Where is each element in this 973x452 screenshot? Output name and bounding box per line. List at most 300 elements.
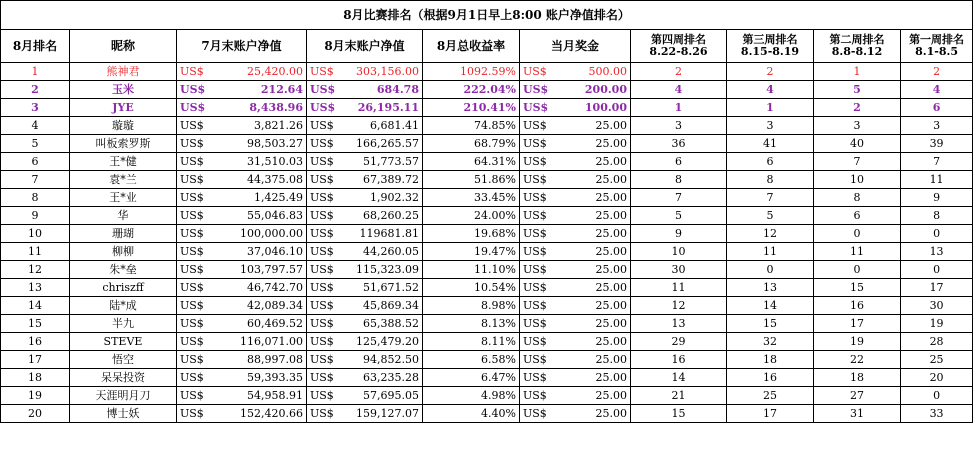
total-return-cell: 4.40% [423, 405, 520, 423]
money-value: 37,046.10 [247, 245, 303, 258]
table-row [1, 63, 973, 81]
week4-rank-cell: 3 [631, 117, 727, 135]
money-value: 166,265.57 [356, 137, 419, 150]
week3-rank-cell: 41 [727, 135, 814, 153]
july-nav-cell [177, 171, 307, 189]
nickname-cell: JYE [70, 99, 177, 117]
currency-label: US$ [180, 299, 204, 312]
currency-label: US$ [310, 101, 336, 114]
july-nav-cell [177, 117, 307, 135]
nickname-cell: 柳柳 [70, 243, 177, 261]
august-nav-cell [307, 333, 423, 351]
rank-cell: 1 [1, 63, 70, 81]
currency-label: US$ [523, 209, 547, 222]
rank-cell: 10 [1, 225, 70, 243]
header-week1: 第一周排名 8.1-8.5 [901, 30, 973, 63]
currency-label: US$ [523, 263, 547, 276]
money-value: 60,469.52 [247, 317, 303, 330]
currency-label: US$ [310, 155, 334, 168]
week1-rank-cell: 19 [901, 315, 973, 333]
week2-rank-cell: 3 [814, 117, 901, 135]
prize-cell [520, 99, 631, 117]
week1-rank-cell: 11 [901, 171, 973, 189]
money-value: 3,821.26 [254, 119, 303, 132]
currency-label: US$ [180, 227, 204, 240]
money-value: 25.00 [595, 191, 627, 204]
august-nav-cell [307, 207, 423, 225]
money-value: 684.78 [376, 83, 419, 96]
currency-label: US$ [180, 137, 204, 150]
rank-cell: 18 [1, 369, 70, 387]
july-nav-cell [177, 405, 307, 423]
week1-rank-cell: 7 [901, 153, 973, 171]
nickname-cell: 叫板索罗斯 [70, 135, 177, 153]
rank-cell: 19 [1, 387, 70, 405]
week3-rank-cell: 5 [727, 207, 814, 225]
august-nav-cell [307, 189, 423, 207]
total-return-cell: 51.86% [423, 171, 520, 189]
july-nav-cell [177, 297, 307, 315]
prize-cell [520, 243, 631, 261]
header-nickname: 昵称 [70, 30, 177, 63]
currency-label: US$ [180, 191, 204, 204]
money-value: 25.00 [595, 317, 627, 330]
table-row [1, 81, 973, 99]
money-value: 25.00 [595, 209, 627, 222]
table-row [1, 351, 973, 369]
week1-rank-cell: 3 [901, 117, 973, 135]
currency-label: US$ [180, 407, 204, 420]
currency-label: US$ [180, 209, 204, 222]
currency-label: US$ [180, 317, 204, 330]
week2-rank-cell: 17 [814, 315, 901, 333]
currency-label: US$ [523, 119, 547, 132]
august-nav-cell [307, 81, 423, 99]
week2-rank-cell: 11 [814, 243, 901, 261]
week2-rank-cell: 6 [814, 207, 901, 225]
week1-rank-cell: 17 [901, 279, 973, 297]
total-return-cell: 33.45% [423, 189, 520, 207]
currency-label: US$ [180, 83, 206, 96]
week2-rank-cell: 2 [814, 99, 901, 117]
august-nav-cell [307, 243, 423, 261]
week3-rank-cell: 6 [727, 153, 814, 171]
august-nav-cell [307, 135, 423, 153]
total-return-cell: 64.31% [423, 153, 520, 171]
money-value: 100.00 [584, 101, 627, 114]
week4-rank-cell: 30 [631, 261, 727, 279]
table-row [1, 333, 973, 351]
currency-label: US$ [310, 353, 334, 366]
rank-cell: 17 [1, 351, 70, 369]
total-return-cell: 10.54% [423, 279, 520, 297]
header-august-nav: 8月末账户净值 [307, 30, 423, 63]
total-return-cell: 24.00% [423, 207, 520, 225]
august-nav-cell [307, 315, 423, 333]
money-value: 500.00 [588, 65, 627, 78]
table-row [1, 243, 973, 261]
prize-cell [520, 135, 631, 153]
money-value: 57,695.05 [363, 389, 419, 402]
week4-rank-cell: 10 [631, 243, 727, 261]
money-value: 63,235.28 [363, 371, 419, 384]
total-return-cell: 8.98% [423, 297, 520, 315]
currency-label: US$ [523, 299, 547, 312]
july-nav-cell [177, 63, 307, 81]
currency-label: US$ [180, 335, 204, 348]
money-value: 25.00 [595, 371, 627, 384]
money-value: 1,902.32 [370, 191, 419, 204]
currency-label: US$ [310, 389, 334, 402]
week2-rank-cell: 0 [814, 261, 901, 279]
prize-cell [520, 333, 631, 351]
currency-label: US$ [310, 335, 334, 348]
table-row [1, 135, 973, 153]
week1-rank-cell: 8 [901, 207, 973, 225]
rank-cell: 4 [1, 117, 70, 135]
total-return-cell: 222.04% [423, 81, 520, 99]
currency-label: US$ [310, 191, 334, 204]
july-nav-cell [177, 135, 307, 153]
week2-rank-cell: 1 [814, 63, 901, 81]
table-row [1, 207, 973, 225]
august-nav-cell [307, 225, 423, 243]
week2-rank-cell: 16 [814, 297, 901, 315]
table-row [1, 189, 973, 207]
prize-cell [520, 153, 631, 171]
july-nav-cell [177, 225, 307, 243]
total-return-cell: 4.98% [423, 387, 520, 405]
currency-label: US$ [180, 101, 206, 114]
currency-label: US$ [523, 353, 547, 366]
rank-cell: 8 [1, 189, 70, 207]
currency-label: US$ [523, 245, 547, 258]
week4-rank-cell: 11 [631, 279, 727, 297]
currency-label: US$ [310, 281, 334, 294]
week1-rank-cell: 2 [901, 63, 973, 81]
money-value: 116,071.00 [240, 335, 303, 348]
money-value: 25.00 [595, 155, 627, 168]
nickname-cell: 王*业 [70, 189, 177, 207]
week1-rank-cell: 6 [901, 99, 973, 117]
money-value: 25.00 [595, 119, 627, 132]
currency-label: US$ [310, 119, 334, 132]
currency-label: US$ [180, 281, 204, 294]
rank-cell: 14 [1, 297, 70, 315]
week2-rank-cell: 19 [814, 333, 901, 351]
nickname-cell: 璇璇 [70, 117, 177, 135]
july-nav-cell [177, 207, 307, 225]
currency-label: US$ [180, 389, 204, 402]
table-row [1, 279, 973, 297]
total-return-cell: 74.85% [423, 117, 520, 135]
rank-cell: 16 [1, 333, 70, 351]
july-nav-cell [177, 243, 307, 261]
currency-label: US$ [523, 65, 547, 78]
nickname-cell: STEVE [70, 333, 177, 351]
rank-cell: 7 [1, 171, 70, 189]
money-value: 200.00 [584, 83, 627, 96]
week3-rank-cell: 3 [727, 117, 814, 135]
money-value: 212.64 [260, 83, 303, 96]
money-value: 26,195.11 [357, 101, 419, 114]
money-value: 6,681.41 [370, 119, 419, 132]
money-value: 8,438.96 [249, 101, 303, 114]
table-title: 8月比赛排名（根据9月1日早上8:00 账户净值排名） [1, 1, 973, 30]
week1-rank-cell: 28 [901, 333, 973, 351]
week4-rank-cell: 15 [631, 405, 727, 423]
money-value: 98,503.27 [247, 137, 303, 150]
money-value: 25.00 [595, 137, 627, 150]
august-nav-cell [307, 351, 423, 369]
nickname-cell: 熊神君 [70, 63, 177, 81]
week1-rank-cell: 30 [901, 297, 973, 315]
table-row [1, 297, 973, 315]
july-nav-cell [177, 351, 307, 369]
week4-rank-cell: 1 [631, 99, 727, 117]
currency-label: US$ [310, 317, 334, 330]
total-return-cell: 19.68% [423, 225, 520, 243]
money-value: 68,260.25 [363, 209, 419, 222]
prize-cell [520, 207, 631, 225]
week3-rank-cell: 14 [727, 297, 814, 315]
prize-cell [520, 171, 631, 189]
total-return-cell: 210.41% [423, 99, 520, 117]
money-value: 25.00 [595, 335, 627, 348]
nickname-cell: 王*健 [70, 153, 177, 171]
week4-rank-cell: 29 [631, 333, 727, 351]
currency-label: US$ [310, 263, 334, 276]
july-nav-cell [177, 261, 307, 279]
august-nav-cell [307, 279, 423, 297]
week4-rank-cell: 14 [631, 369, 727, 387]
week4-rank-cell: 7 [631, 189, 727, 207]
prize-cell [520, 369, 631, 387]
currency-label: US$ [180, 371, 204, 384]
currency-label: US$ [310, 407, 334, 420]
money-value: 103,797.57 [240, 263, 303, 276]
week4-rank-cell: 9 [631, 225, 727, 243]
money-value: 25,420.00 [247, 65, 303, 78]
week1-rank-cell: 13 [901, 243, 973, 261]
total-return-cell: 6.47% [423, 369, 520, 387]
currency-label: US$ [310, 173, 334, 186]
total-return-cell: 1092.59% [423, 63, 520, 81]
nickname-cell: 朱*垒 [70, 261, 177, 279]
money-value: 25.00 [595, 407, 627, 420]
week4-rank-cell: 5 [631, 207, 727, 225]
week4-rank-cell: 21 [631, 387, 727, 405]
total-return-cell: 11.10% [423, 261, 520, 279]
money-value: 46,742.70 [247, 281, 303, 294]
currency-label: US$ [180, 353, 204, 366]
money-value: 25.00 [595, 173, 627, 186]
week3-rank-cell: 15 [727, 315, 814, 333]
currency-label: US$ [523, 281, 547, 294]
money-value: 44,260.05 [363, 245, 419, 258]
total-return-cell: 8.11% [423, 333, 520, 351]
prize-cell [520, 387, 631, 405]
currency-label: US$ [180, 263, 204, 276]
nickname-cell: 袁*兰 [70, 171, 177, 189]
money-value: 1,425.49 [254, 191, 303, 204]
currency-label: US$ [310, 65, 334, 78]
nickname-cell: 珊瑚 [70, 225, 177, 243]
august-nav-cell [307, 405, 423, 423]
money-value: 25.00 [595, 281, 627, 294]
nickname-cell: 悟空 [70, 351, 177, 369]
table-row [1, 387, 973, 405]
rank-cell: 13 [1, 279, 70, 297]
week4-rank-cell: 2 [631, 63, 727, 81]
money-value: 25.00 [595, 227, 627, 240]
header-prize: 当月奖金 [520, 30, 631, 63]
money-value: 88,997.08 [247, 353, 303, 366]
week3-rank-cell: 17 [727, 405, 814, 423]
currency-label: US$ [523, 83, 549, 96]
table-row [1, 315, 973, 333]
nickname-cell: chriszff [70, 279, 177, 297]
week3-rank-cell: 11 [727, 243, 814, 261]
nickname-cell: 玉米 [70, 81, 177, 99]
week3-rank-cell: 32 [727, 333, 814, 351]
table-row [1, 153, 973, 171]
week3-rank-cell: 18 [727, 351, 814, 369]
currency-label: US$ [310, 137, 334, 150]
total-return-cell: 68.79% [423, 135, 520, 153]
header-row [1, 30, 973, 63]
money-value: 65,388.52 [363, 317, 419, 330]
rank-cell: 15 [1, 315, 70, 333]
rank-cell: 2 [1, 81, 70, 99]
week4-rank-cell: 16 [631, 351, 727, 369]
currency-label: US$ [523, 407, 547, 420]
week2-rank-cell: 8 [814, 189, 901, 207]
prize-cell [520, 351, 631, 369]
week3-rank-cell: 12 [727, 225, 814, 243]
prize-cell [520, 315, 631, 333]
july-nav-cell [177, 333, 307, 351]
prize-cell [520, 405, 631, 423]
week3-rank-cell: 16 [727, 369, 814, 387]
money-value: 119681.81 [359, 227, 419, 240]
money-value: 51,773.57 [363, 155, 419, 168]
nickname-cell: 博士妖 [70, 405, 177, 423]
money-value: 51,671.52 [363, 281, 419, 294]
money-value: 159,127.07 [356, 407, 419, 420]
august-nav-cell [307, 297, 423, 315]
money-value: 125,479.20 [356, 335, 419, 348]
week4-rank-cell: 4 [631, 81, 727, 99]
prize-cell [520, 63, 631, 81]
july-nav-cell [177, 99, 307, 117]
header-week3: 第三周排名 8.15-8.19 [727, 30, 814, 63]
nickname-cell: 半九 [70, 315, 177, 333]
week2-rank-cell: 18 [814, 369, 901, 387]
august-nav-cell [307, 99, 423, 117]
rank-cell: 11 [1, 243, 70, 261]
prize-cell [520, 261, 631, 279]
week3-rank-cell: 1 [727, 99, 814, 117]
currency-label: US$ [180, 245, 204, 258]
currency-label: US$ [310, 245, 334, 258]
money-value: 55,046.83 [247, 209, 303, 222]
august-nav-cell [307, 63, 423, 81]
money-value: 31,510.03 [247, 155, 303, 168]
week4-rank-cell: 36 [631, 135, 727, 153]
week1-rank-cell: 0 [901, 387, 973, 405]
week3-rank-cell: 4 [727, 81, 814, 99]
currency-label: US$ [523, 173, 547, 186]
table-row [1, 369, 973, 387]
week4-rank-cell: 8 [631, 171, 727, 189]
july-nav-cell [177, 189, 307, 207]
week1-rank-cell: 39 [901, 135, 973, 153]
table-row [1, 261, 973, 279]
currency-label: US$ [523, 335, 547, 348]
nickname-cell: 陆*成 [70, 297, 177, 315]
week2-rank-cell: 22 [814, 351, 901, 369]
week2-rank-cell: 10 [814, 171, 901, 189]
week3-rank-cell: 7 [727, 189, 814, 207]
header-week2: 第二周排名 8.8-8.12 [814, 30, 901, 63]
july-nav-cell [177, 387, 307, 405]
money-value: 54,958.91 [247, 389, 303, 402]
week1-rank-cell: 0 [901, 261, 973, 279]
currency-label: US$ [310, 371, 334, 384]
august-nav-cell [307, 387, 423, 405]
rank-cell: 20 [1, 405, 70, 423]
currency-label: US$ [523, 191, 547, 204]
week3-rank-cell: 2 [727, 63, 814, 81]
week1-rank-cell: 20 [901, 369, 973, 387]
currency-label: US$ [523, 101, 549, 114]
august-nav-cell [307, 369, 423, 387]
money-value: 25.00 [595, 353, 627, 366]
august-nav-cell [307, 261, 423, 279]
rank-cell: 3 [1, 99, 70, 117]
prize-cell [520, 189, 631, 207]
money-value: 100,000.00 [240, 227, 303, 240]
currency-label: US$ [310, 299, 334, 312]
week3-rank-cell: 13 [727, 279, 814, 297]
header-july-nav: 7月末账户净值 [177, 30, 307, 63]
money-value: 115,323.09 [356, 263, 419, 276]
currency-label: US$ [180, 65, 204, 78]
week2-rank-cell: 31 [814, 405, 901, 423]
currency-label: US$ [523, 371, 547, 384]
august-nav-cell [307, 117, 423, 135]
week2-rank-cell: 40 [814, 135, 901, 153]
rank-cell: 5 [1, 135, 70, 153]
week1-rank-cell: 0 [901, 225, 973, 243]
header-week4: 第四周排名 8.22-8.26 [631, 30, 727, 63]
currency-label: US$ [523, 137, 547, 150]
table-row [1, 99, 973, 117]
total-return-cell: 19.47% [423, 243, 520, 261]
header-rank: 8月排名 [1, 30, 70, 63]
money-value: 45,869.34 [363, 299, 419, 312]
table-row [1, 171, 973, 189]
week2-rank-cell: 15 [814, 279, 901, 297]
august-nav-cell [307, 153, 423, 171]
july-nav-cell [177, 279, 307, 297]
currency-label: US$ [523, 227, 547, 240]
currency-label: US$ [523, 155, 547, 168]
july-nav-cell [177, 81, 307, 99]
rank-cell: 9 [1, 207, 70, 225]
rank-cell: 12 [1, 261, 70, 279]
